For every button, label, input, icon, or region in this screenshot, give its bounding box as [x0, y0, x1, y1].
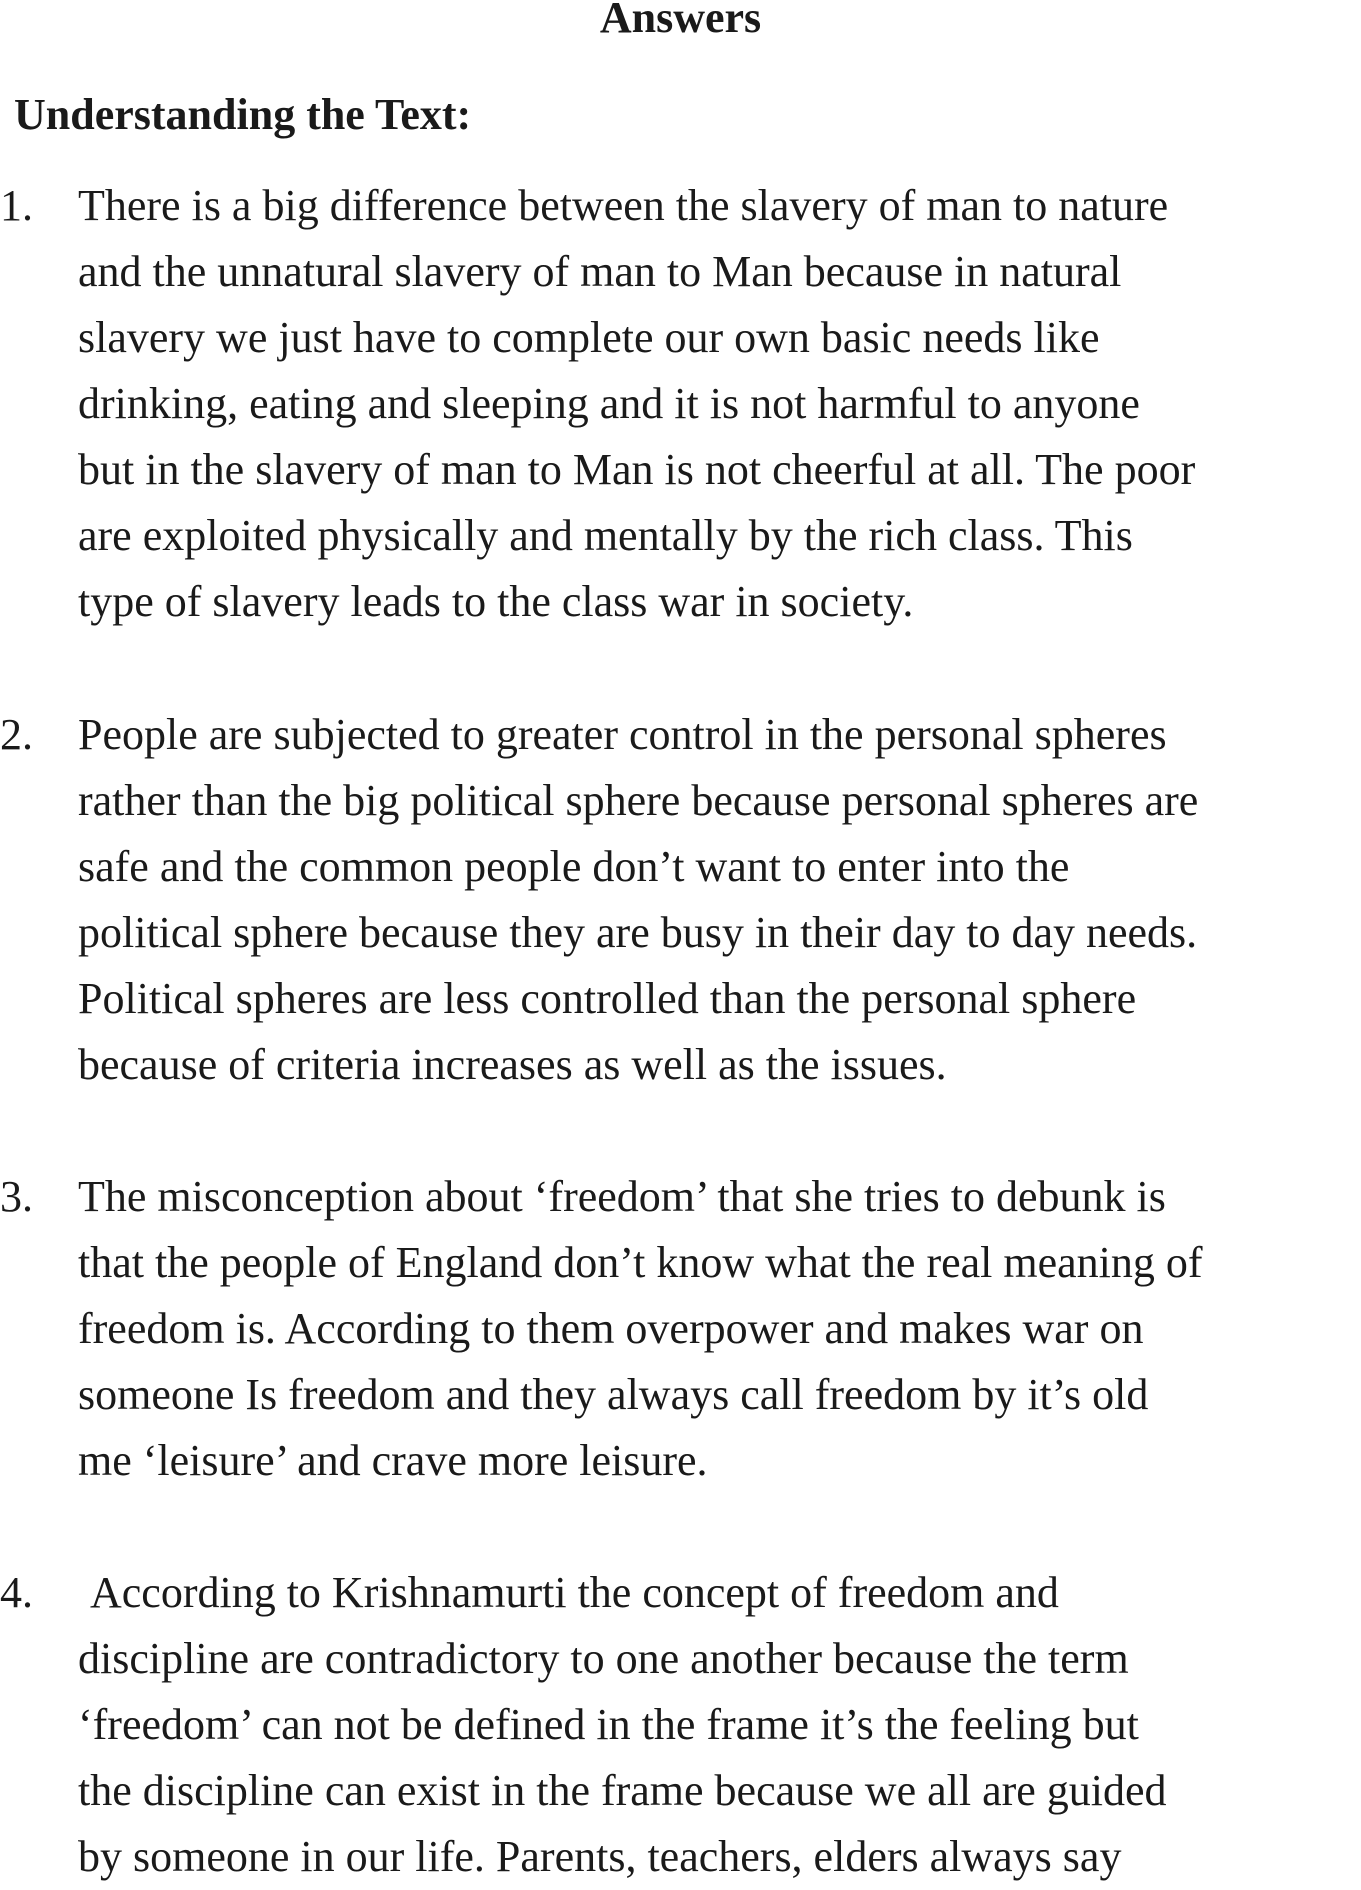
answer-number: 2.	[0, 710, 33, 759]
answer-line: slavery we just have to complete our own basic needs like	[78, 313, 1100, 362]
answer-line: drinking, eating and sleeping and it is not harmful to anyone	[78, 379, 1140, 428]
answer-line: According to Krishnamurti the concept of freedom and	[90, 1568, 1059, 1617]
answer-line: but in the slavery of man to Man is not cheerful at all. The poor	[78, 445, 1196, 494]
answer-line: are exploited physically and mentally by the rich class. This	[78, 511, 1133, 560]
answer-line: the discipline can exist in the frame because we all are guided	[78, 1766, 1167, 1815]
answer-line: political sphere because they are busy in their day to day needs.	[78, 908, 1198, 957]
answer-line: ‘freedom’ can not be defined in the frame it’s the feeling but	[78, 1700, 1139, 1749]
answer-line: type of slavery leads to the class war in society.	[78, 577, 914, 626]
answer-number: 1.	[0, 181, 33, 230]
answer-line: because of criteria increases as well as the issues.	[78, 1040, 947, 1089]
answer-text	[78, 702, 1361, 1098]
answer-line: by someone in our life. Parents, teachers, elders always say	[78, 1832, 1122, 1881]
answer-line: someone Is freedom and they always call freedom by it’s old	[78, 1370, 1149, 1419]
answer-line: The misconception about ‘freedom’ that she tries to debunk is	[78, 1172, 1166, 1221]
answer-number: 3.	[0, 1172, 33, 1221]
answer-line: discipline are contradictory to one another because the term	[78, 1634, 1129, 1683]
answer-number: 4.	[0, 1568, 33, 1617]
answer-line: me ‘leisure’ and crave more leisure.	[78, 1436, 708, 1485]
answer-text	[78, 1560, 1361, 1890]
answer-text	[78, 1164, 1361, 1494]
answer-line: safe and the common people don’t want to enter into the	[78, 842, 1070, 891]
answer-line: that the people of England don’t know what the real meaning of	[78, 1238, 1203, 1287]
answer-text	[78, 173, 1361, 635]
answer-line: rather than the big political sphere because personal spheres are	[78, 776, 1199, 825]
answer-line: There is a big difference between the slavery of man to nature	[78, 181, 1169, 230]
section-heading: Understanding the Text:	[14, 90, 472, 139]
answer-line: freedom is. According to them overpower and makes war on	[78, 1304, 1144, 1353]
document-title: Answers	[599, 0, 762, 42]
answer-line: and the unnatural slavery of man to Man because in natural	[78, 247, 1122, 296]
answer-line: People are subjected to greater control in the personal spheres	[78, 710, 1167, 759]
answer-line: Political spheres are less controlled than the personal sphere	[78, 974, 1137, 1023]
